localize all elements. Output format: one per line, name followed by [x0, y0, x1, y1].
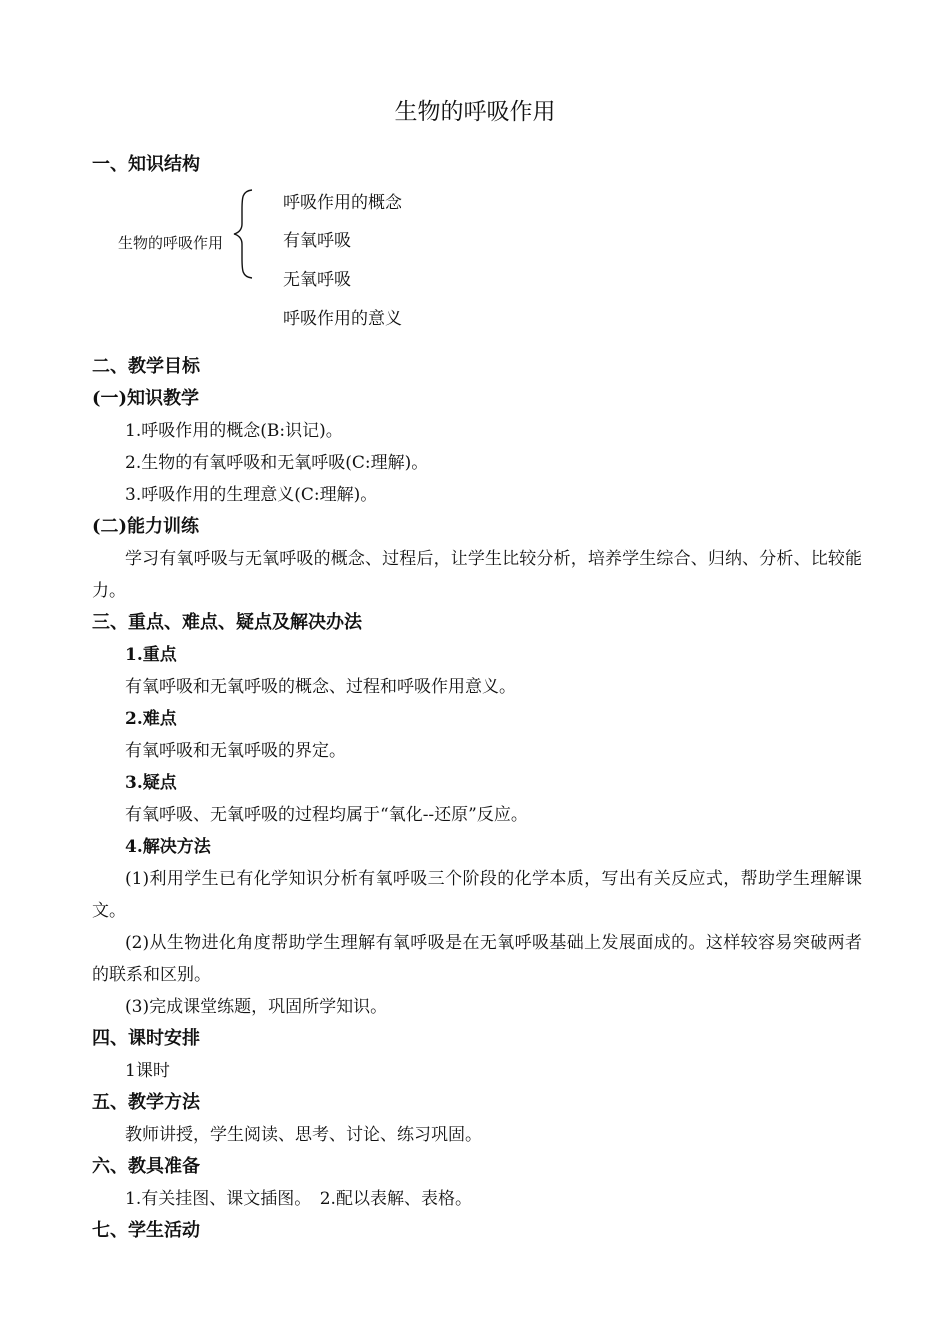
section-heading-aids: 六、教具准备 — [92, 1156, 200, 1177]
subheading-method: 4.解决方法 — [125, 837, 211, 857]
structure-item: 有氧呼吸 — [283, 231, 351, 251]
zhongdian-text: 有氧呼吸和无氧呼吸的概念、过程和呼吸作用意义。 — [125, 677, 516, 697]
teaching-method-text: 教师讲授，学生阅读、思考、讨论、练习巩固。 — [125, 1125, 482, 1145]
knowledge-item: 3.呼吸作用的生理意义(C:理解)。 — [125, 485, 378, 505]
section-heading-objectives: 二、教学目标 — [92, 356, 200, 377]
knowledge-item: 2.生物的有氧呼吸和无氧呼吸(C:理解)。 — [125, 453, 429, 473]
structure-item: 呼吸作用的意义 — [283, 309, 402, 329]
method-paragraph-3: (3)完成课堂练题，巩固所学知识。 — [125, 997, 388, 1017]
section-heading-key-points: 三、重点、难点、疑点及解决办法 — [92, 612, 362, 633]
method-paragraph-1: (1)利用学生已有化学知识分析有氧呼吸三个阶段的化学本质，写出有关反应式，帮助学生理解课文。 — [92, 869, 862, 921]
yidian-text: 有氧呼吸、无氧呼吸的过程均属于“氧化--还原”反应。 — [125, 805, 528, 825]
subheading-nandian: 2.难点 — [125, 709, 177, 729]
nandian-text: 有氧呼吸和无氧呼吸的界定。 — [125, 741, 346, 761]
section-heading-student-activities: 七、学生活动 — [92, 1220, 200, 1241]
subheading-yidian: 3.疑点 — [125, 773, 177, 793]
structure-root-label: 生物的呼吸作用 — [118, 234, 224, 252]
section-heading-teaching-method: 五、教学方法 — [92, 1092, 200, 1113]
subheading-knowledge: (一)知识教学 — [92, 388, 200, 409]
method-paragraph-2: (2)从生物进化角度帮助学生理解有氧呼吸是在无氧呼吸基础上发展面成的。这样较容易突破两者的联系和区别。 — [92, 933, 862, 985]
subheading-zhongdian: 1.重点 — [125, 645, 177, 665]
section-heading-schedule: 四、课时安排 — [92, 1028, 200, 1049]
curly-brace-icon — [232, 188, 256, 280]
subheading-ability: (二)能力训练 — [92, 516, 200, 537]
structure-item: 无氧呼吸 — [283, 270, 351, 290]
ability-paragraph: 学习有氧呼吸与无氧呼吸的概念、过程后，让学生比较分析，培养学生综合、归纳、分析、比较能力。 — [92, 549, 862, 601]
page-title: 生物的呼吸作用 — [394, 99, 556, 125]
structure-item: 呼吸作用的概念 — [283, 193, 402, 213]
schedule-text: 1课时 — [125, 1061, 170, 1081]
aids-text: 1.有关挂图、课文插图。 2.配以表解、表格。 — [125, 1189, 472, 1209]
section-heading-structure: 一、知识结构 — [92, 154, 200, 175]
knowledge-item: 1.呼吸作用的概念(B:识记)。 — [125, 421, 343, 441]
